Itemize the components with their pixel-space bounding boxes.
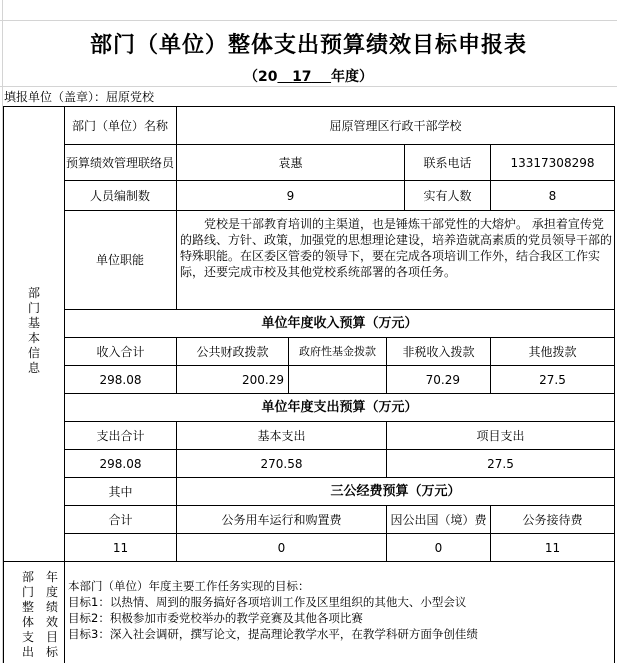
table-border [3,561,615,562]
side-label-goals-left: 部门整体支出 [21,570,34,659]
three-public-value-abroad: 0 [434,540,443,555]
three-public-value-reception: 11 [544,540,561,555]
income-header: 政府性基金拨款 [299,344,376,358]
goals-block [68,578,608,642]
contact-person-value: 袁惠 [278,155,303,170]
phone-label: 联系电话 [423,155,472,170]
income-header: 公共财政拨款 [196,344,269,359]
expense-header: 支出合计 [96,428,145,443]
staff-quota-label: 人员编制数 [89,188,150,203]
income-section-title: 单位年度收入预算（万元） [261,315,418,331]
year-line [0,66,617,86]
goal-item: 目标1：以热情、周到的服务搞好各项培训工作及区里组织的其他大、小型会议 [68,595,467,609]
side-label-goals-right: 年度绩效目标 [45,570,58,659]
goal-item: 目标3：深入社会调研，撰写论文，提高理论教学水平，在教学科研方面争创佳绩 [68,627,478,641]
filing-unit-value: 屈原党校 [106,90,155,104]
filing-unit [4,88,154,105]
income-header: 非税收入拨款 [402,344,475,359]
three-public-header: 因公出国（境）费 [390,512,487,527]
side-label-basic-info: 部门基本信息 [27,286,40,375]
actual-staff-value: 8 [548,188,557,203]
year-value: 17 [292,69,312,85]
three-public-header: 合计 [108,512,133,527]
phone-value: 13317308298 [510,155,595,170]
grid-line [0,86,617,87]
year-suffix: 年度） [331,69,374,85]
dept-name-value: 屈原管理区行政干部学校 [329,118,462,133]
staff-quota-value: 9 [286,188,295,203]
income-value-nontax: 70.29 [425,372,460,387]
expense-value-total: 298.08 [99,456,142,471]
expense-value-project: 27.5 [487,456,514,471]
income-header: 其他拨款 [528,344,577,359]
actual-staff-label: 实有人数 [423,188,472,203]
grid-line [0,20,617,21]
three-public-value-car: 0 [277,540,286,555]
expense-header: 项目支出 [476,428,525,443]
expense-value-basic: 270.58 [260,456,303,471]
page-title: 部门（单位）整体支出预算绩效目标申报表 [89,33,527,58]
three-public-header: 公务接待费 [522,512,583,527]
goals-intro: 本部门（单位）年度主要工作任务实现的目标： [68,579,310,593]
income-header: 收入合计 [96,344,145,359]
three-public-header: 公务用车运行和购置费 [221,512,342,527]
expense-header: 基本支出 [257,428,306,443]
income-value-public: 200.29 [242,372,284,387]
three-public-value-total: 11 [112,540,129,555]
table-border [614,106,615,663]
duty-text: 党校是干部教育培训的主渠道，也是锤炼干部党性的大熔炉。 承担着宣传党的路线、方针、政策，加强党的思想理论建设，培养造就高素质的党员领导干部的特殊职能。在区委区管委的领导下，要在完成各项培训工作外，结合我区工作实际，还要完成市校及其他党校系统部署的各项任务。 [180,217,613,279]
filing-unit-label: 填报单位（盖章）： [4,90,107,104]
duty-label: 单位职能 [95,253,144,267]
goal-item: 目标2：积极参加市委党校举办的教学竞赛及其他各项比赛 [68,611,363,625]
income-value-fund [289,366,386,393]
expense-section-title: 单位年度支出预算（万元） [261,399,418,415]
table-border [3,106,4,663]
three-public-section-title: 三公经费预算（万元） [330,483,461,499]
income-value-total: 298.08 [99,372,142,387]
among-label: 其中 [108,484,133,499]
income-value-other: 27.5 [539,372,566,387]
contact-person-label: 预算绩效管理联络员 [66,155,175,170]
dept-name-label: 部门（单位）名称 [71,118,168,133]
year-prefix: （20 [243,69,278,85]
